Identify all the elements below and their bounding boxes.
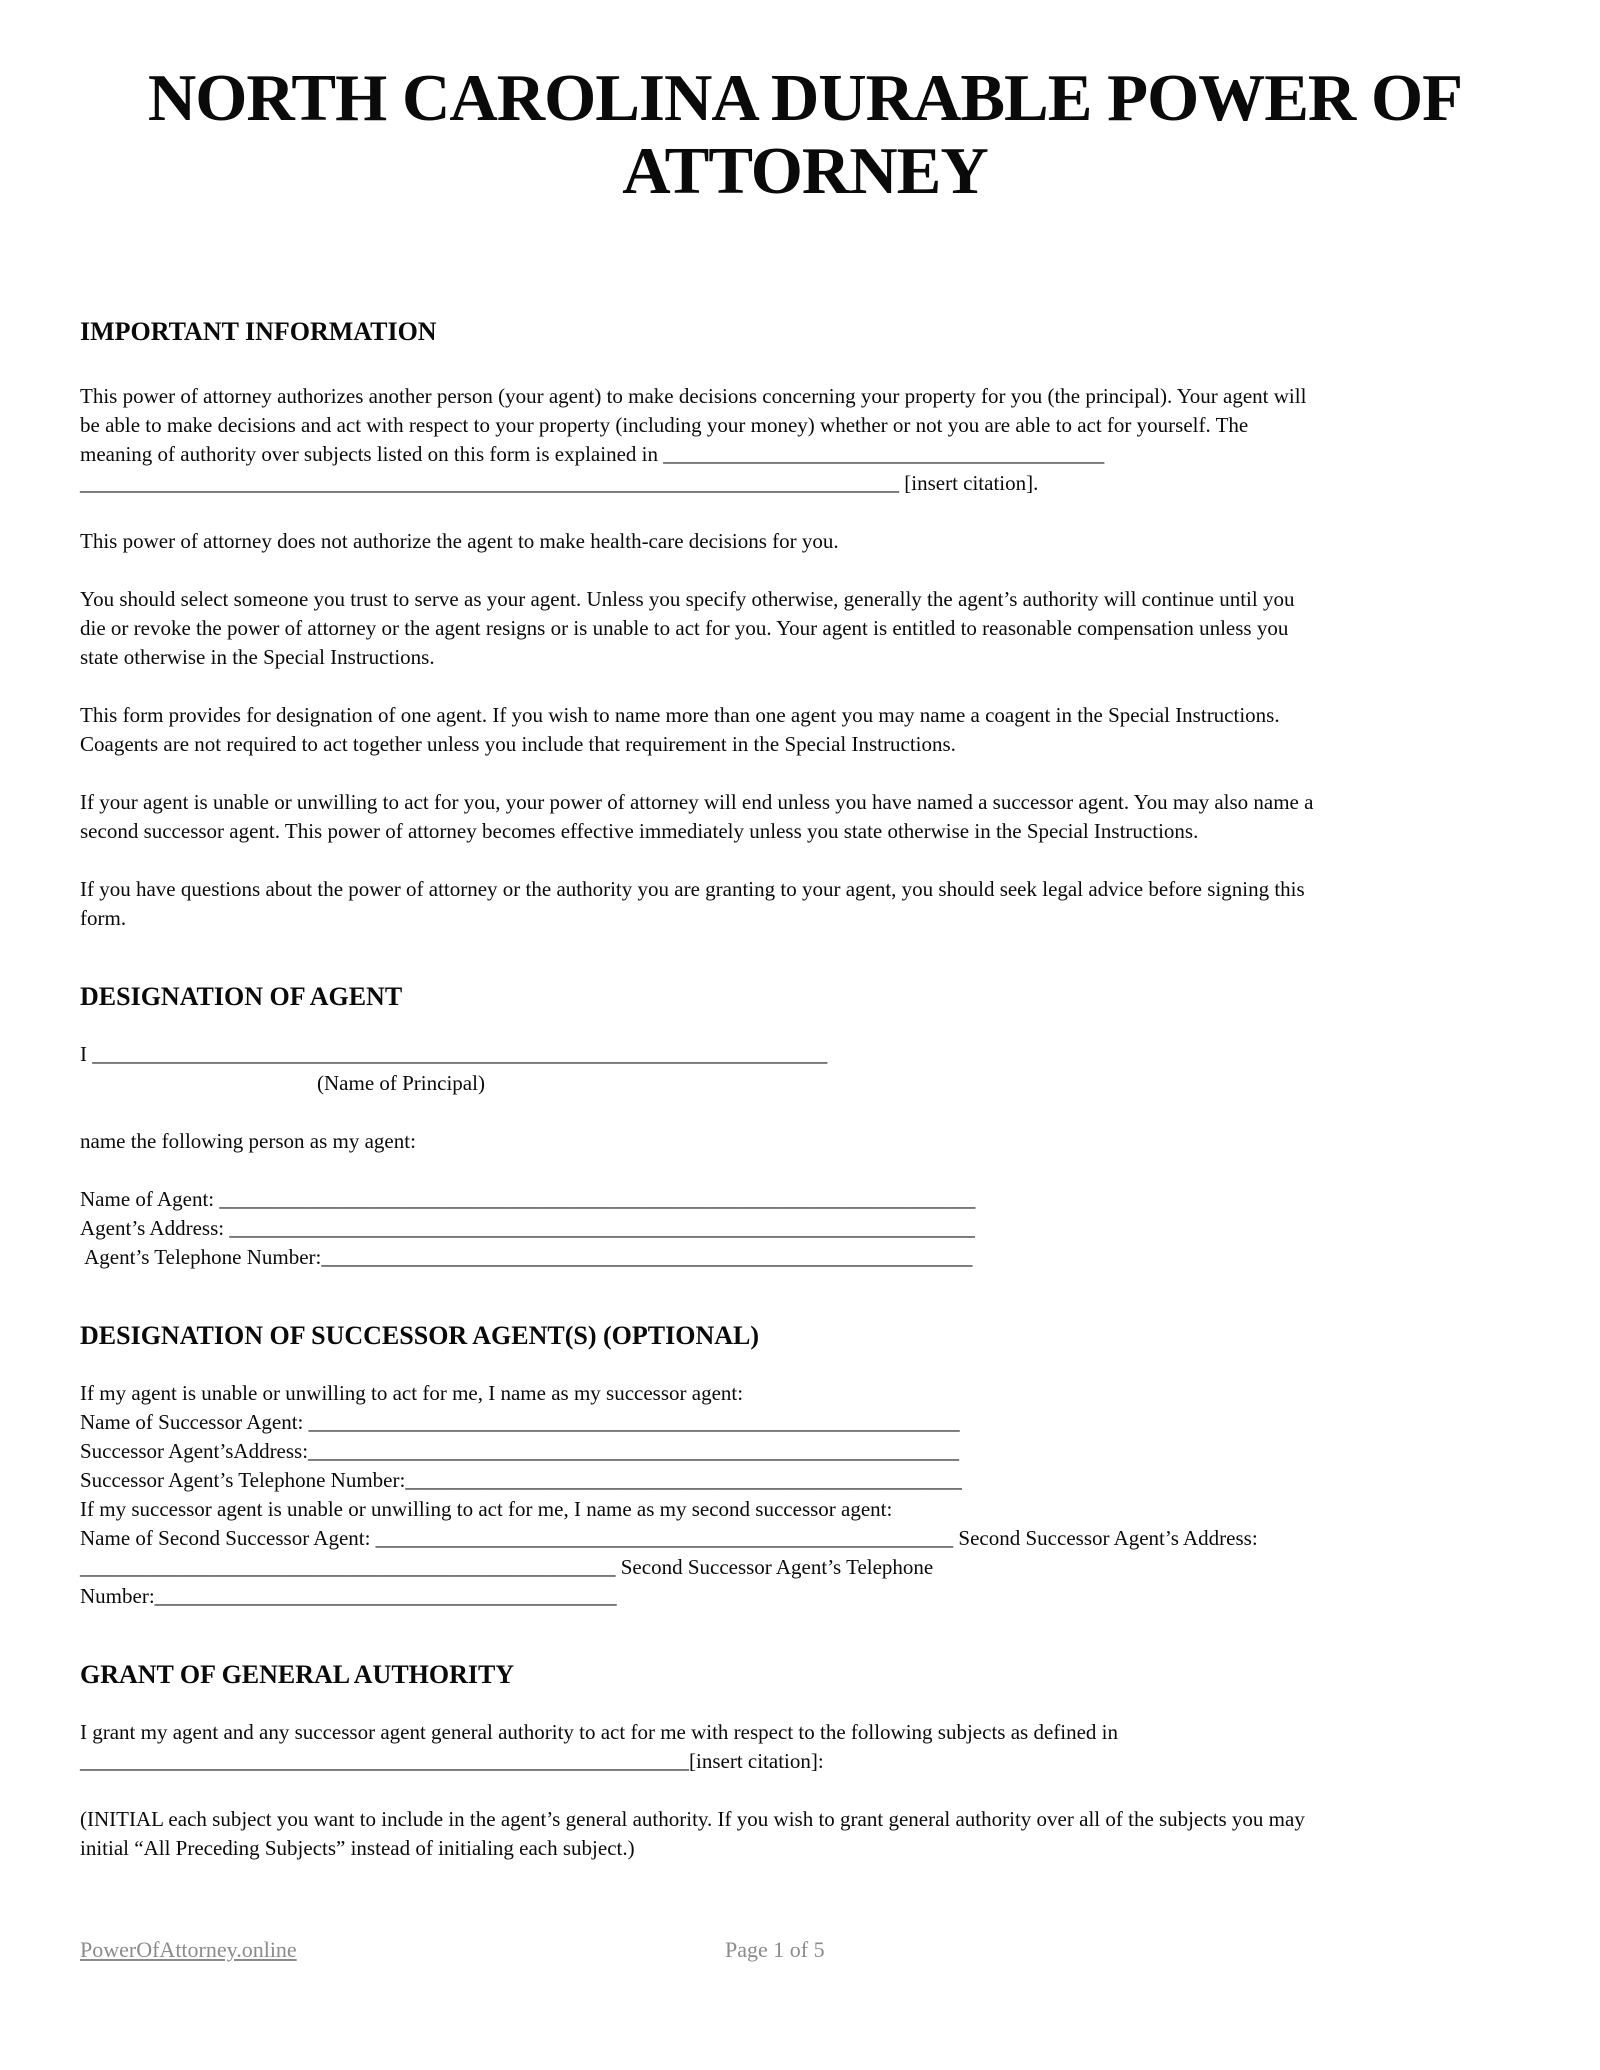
second-successor-intro-line: If my successor agent is unable or unwilling to act for me, I name as my second successor agent: [80,1497,893,1521]
paragraph-authorization [80,382,1530,498]
footer-page-number: Page 1 of 5 [725,1937,825,1962]
section-heading-successor-agents: DESIGNATION OF SUCCESSOR AGENT(S) (OPTIONAL) [80,1321,759,1350]
paragraph-line-with-blank: meaning of authority over subjects listed on this form is explained in __________________________________________ [80,442,1105,466]
paragraph-line: form. [80,906,127,930]
paragraph-line: I grant my agent and any successor agent general authority to act for me with respect to the following subjects as defined in [80,1720,1119,1744]
document-title [80,62,1530,208]
paragraph-line: You should select someone you trust to serve as your agent. Unless you specify otherwise, generally the agent’s authority will continue until you [80,587,1295,611]
principal-name-block [80,1040,1530,1098]
paragraph-line: If your agent is unable or unwilling to act for you, your power of attorney will end unless you have named a successor agent. You may also name a [80,790,1314,814]
footer [80,1936,1530,1964]
paragraph-line: state otherwise in the Special Instructions. [80,645,435,669]
field-second-successor-name: Name of Second Successor Agent: _______________________________________________________ Second Successor Agent’s Address: [80,1526,1258,1550]
field-second-successor-telephone: Number:____________________________________________ [80,1584,617,1608]
document-title-line1: NORTH CAROLINA DURABLE POWER OF [147,61,1463,135]
document-title-line2: ATTORNEY [622,134,988,208]
field-second-successor-address: ___________________________________________________ Second Successor Agent’s Telephone [80,1555,934,1579]
paragraph-line: second successor agent. This power of attorney becomes effective immediately unless you state otherwise in the Special Instructions. [80,819,1199,843]
field-principal-name-blank: I ______________________________________________________________________ [80,1042,828,1066]
paragraph-line-insert-citation: __________________________________________________________[insert citation]: [80,1749,824,1773]
paragraph-select-agent [80,585,1530,672]
paragraph-line: Coagents are not required to act together unless you include that requirement in the Special Instructions. [80,732,956,756]
field-agent-telephone: Agent’s Telephone Number:______________________________________________________________ [80,1245,973,1269]
paragraph-legal-advice [80,875,1530,933]
paragraph-line-insert-citation: ______________________________________________________________________________ [insert citation]. [80,471,1039,495]
field-name-of-agent: Name of Agent: ________________________________________________________________________ [80,1187,976,1211]
paragraph-line: This power of attorney does not authorize the agent to make health-care decisions for you. [80,529,839,553]
paragraph-healthcare-notice [80,527,1530,556]
agent-intro-line: name the following person as my agent: [80,1129,416,1153]
paragraph-line: be able to make decisions and act with respect to your property (including your money) whether or not you are able to act for yourself. The [80,413,1249,437]
paragraph-successor-notice [80,788,1530,846]
paragraph-line: (INITIAL each subject you want to include in the agent’s general authority. If you wish to grant general authority over all of the subjects you may [80,1807,1305,1831]
successor-intro-line: If my agent is unable or unwilling to act for me, I name as my successor agent: [80,1381,744,1405]
field-successor-name: Name of Successor Agent: ______________________________________________________________ [80,1410,960,1434]
agent-intro-block [80,1127,1530,1156]
field-successor-telephone: Successor Agent’s Telephone Number:_____________________________________________________ [80,1468,962,1492]
section-heading-grant-of-general-authority: GRANT OF GENERAL AUTHORITY [80,1660,515,1689]
section-heading-designation-of-agent: DESIGNATION OF AGENT [80,982,403,1011]
paragraph-line: This power of attorney authorizes another person (your agent) to make decisions concerning your property for you (the principal). Your agent will [80,384,1307,408]
field-principal-name-caption: (Name of Principal) [317,1071,485,1095]
footer-site-link[interactable]: PowerOfAttorney.online [80,1937,297,1962]
field-successor-address: Successor Agent’sAddress:______________________________________________________________ [80,1439,960,1463]
grant-statement-block [80,1718,1530,1776]
successor-fields-block [80,1379,1530,1611]
paragraph-line: This form provides for designation of one agent. If you wish to name more than one agent you may name a coagent in the Special Instructions. [80,703,1280,727]
paragraph-line: If you have questions about the power of attorney or the authority you are granting to your agent, you should seek legal advice before signing this [80,877,1305,901]
section-heading-important-information: IMPORTANT INFORMATION [80,317,437,346]
agent-fields-block [80,1185,1530,1272]
grant-initial-instructions-block [80,1805,1530,1863]
paragraph-one-agent [80,701,1530,759]
field-agent-address: Agent’s Address: _______________________________________________________________________ [80,1216,975,1240]
paragraph-line: die or revoke the power of attorney or the agent resigns or is unable to act for you. Your agent is entitled to reasonable compensation unless you [80,616,1289,640]
paragraph-line: initial “All Preceding Subjects” instead of initialing each subject.) [80,1836,635,1860]
